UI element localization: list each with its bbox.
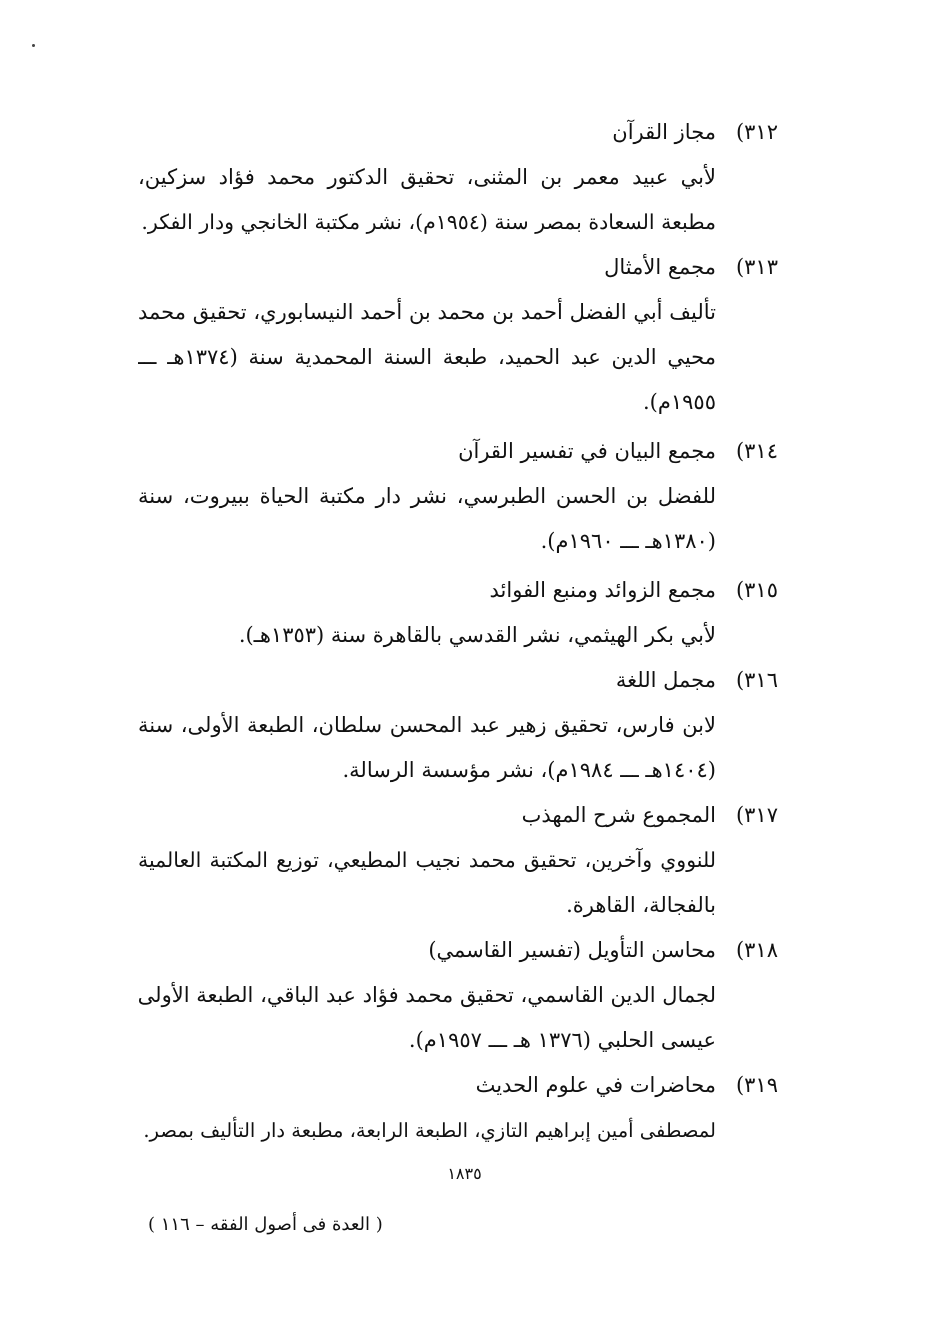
entry-line: (١٣٨٠هـ ـــ ١٩٦٠م). <box>540 529 716 553</box>
entry-title: محاضرات في علوم الحديث <box>475 1073 716 1097</box>
entry-title: مجمع البيان في تفسير القرآن <box>458 439 716 463</box>
bibliography-entry <box>138 110 778 245</box>
entry-line: تأليف أبي الفضل أحمد بن محمد بن أحمد النيسابوري، تحقيق محمد <box>138 300 716 324</box>
entry-description <box>138 474 716 564</box>
bibliography-entry <box>138 658 778 793</box>
speck-mark <box>32 44 35 47</box>
entry-title: محاسن التأويل (تفسير القاسمي) <box>428 938 716 962</box>
entry-line: للفضل بن الحسن الطبرسي، نشر دار مكتبة الحياة ببيروت، سنة <box>138 484 716 508</box>
bibliography-entry <box>138 429 778 568</box>
entry-heading <box>138 429 778 474</box>
entry-heading <box>138 928 778 973</box>
entry-number: ٣١٥) <box>735 578 778 602</box>
entry-heading <box>138 110 778 155</box>
entry-number: ٣١٨) <box>735 938 778 962</box>
entry-line: عيسى الحلبي (١٣٧٦ هـ ـــ ١٩٥٧م). <box>408 1028 716 1052</box>
entry-number: ٣١٩) <box>735 1073 778 1097</box>
entry-title: مجمع الزوائد ومنبع الفوائد <box>489 578 716 602</box>
page-number: ١٨٣٥ <box>447 1164 482 1183</box>
entry-heading <box>138 1063 778 1108</box>
bibliography-list <box>138 110 778 1153</box>
entry-line: محيي الدين عبد الحميد، طبعة السنة المحمدية سنة (١٣٧٤هـ ـــ <box>138 345 716 369</box>
entry-heading <box>138 793 778 838</box>
entry-line: للنووي وآخرين، تحقيق محمد نجيب المطيعي، توزيع المكتبة العالمية <box>138 848 716 872</box>
entry-heading <box>138 245 778 290</box>
entry-title: مجمع الأمثال <box>604 255 716 279</box>
entry-description <box>138 1108 716 1153</box>
entry-title: مجمل اللغة <box>615 668 716 692</box>
entry-description <box>138 973 716 1063</box>
entry-number: ٣١٣) <box>735 255 778 279</box>
entry-line: لأبي عبيد معمر بن المثنى، تحقيق الدكتور محمد فؤاد سزكين، <box>138 165 716 189</box>
entry-description <box>138 290 716 425</box>
entry-line: ١٩٥٥م). <box>643 390 716 414</box>
entry-heading <box>138 658 778 703</box>
bibliography-entry <box>138 928 778 1063</box>
entry-description <box>138 155 716 245</box>
entry-description <box>138 703 716 793</box>
entry-description <box>138 613 716 658</box>
entry-line: (١٤٠٤هـ ـــ ١٩٨٤م)، نشر مؤسسة الرسالة. <box>342 758 716 782</box>
entry-number: ٣١٧) <box>735 803 778 827</box>
entry-description <box>138 838 716 928</box>
entry-number: ٣١٦) <box>735 668 778 692</box>
entry-line: مطبعة السعادة بمصر سنة (١٩٥٤م)، نشر مكتبة الخانجي ودار الفكر. <box>141 210 716 234</box>
entry-number: ٣١٤) <box>735 439 778 463</box>
bibliography-entry <box>138 568 778 658</box>
entry-line: لمصطفى أمين إبراهيم التازي، الطبعة الرابعة، مطبعة دار التأليف بمصر. <box>143 1119 716 1142</box>
footer-note: ( العدة فى أصول الفقه – ١١٦ ) <box>148 1214 383 1235</box>
entry-number: ٣١٢) <box>735 120 778 144</box>
bibliography-entry <box>138 1063 778 1153</box>
entry-line: لجمال الدين القاسمي، تحقيق محمد فؤاد عبد الباقي، الطبعة الأولى <box>138 983 716 1007</box>
entry-line: بالفجالة، القاهرة. <box>566 893 716 917</box>
entry-title: المجموع شرح المهذب <box>521 803 716 827</box>
entry-heading <box>138 568 778 613</box>
entry-title: مجاز القرآن <box>612 120 716 144</box>
entry-line: لأبي بكر الهيثمي، نشر القدسي بالقاهرة سنة (١٣٥٣هـ). <box>238 623 716 647</box>
bibliography-entry <box>138 793 778 928</box>
bibliography-entry <box>138 245 778 429</box>
entry-line: لابن فارس، تحقيق زهير عبد المحسن سلطان، الطبعة الأولى، سنة <box>138 713 716 737</box>
